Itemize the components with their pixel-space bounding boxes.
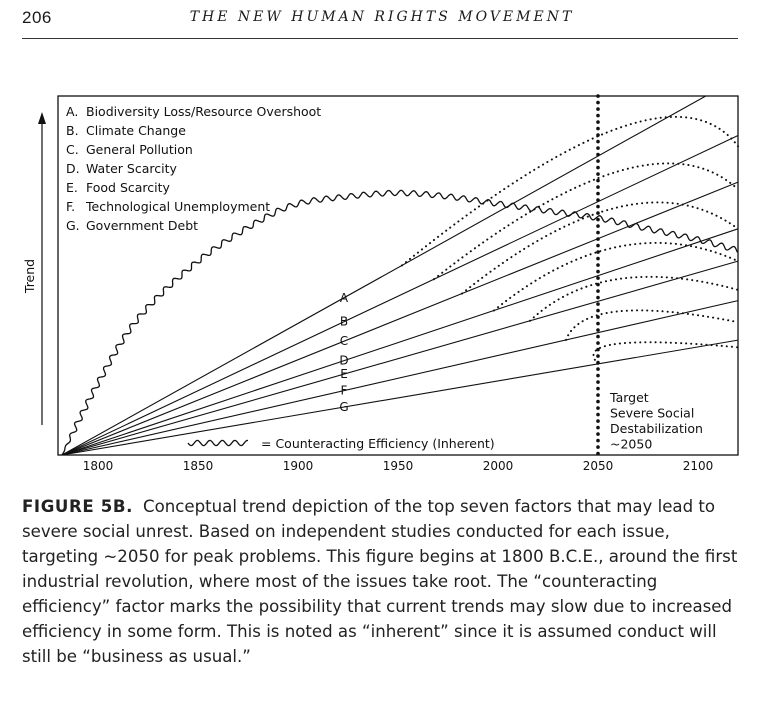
legend: [66, 104, 321, 233]
legend-name-f: Technological Unemployment: [86, 199, 271, 214]
dotted-projection-d: [494, 243, 738, 311]
x-tick-label: 2100: [682, 459, 714, 473]
legend-name-g: Government Debt: [86, 218, 199, 233]
wave-legend-swatch: [188, 440, 248, 445]
dotted-curves: [402, 117, 738, 364]
legend-name-d: Water Scarcity: [86, 161, 177, 176]
dotted-projection-e: [530, 277, 738, 321]
dotted-projection-b: [434, 163, 738, 279]
line-label-f: F: [340, 383, 348, 398]
legend-key-f: F.: [66, 199, 76, 214]
legend-key-a: A.: [66, 104, 79, 119]
target-label-line: Target: [610, 390, 649, 405]
line-label-a: A: [339, 290, 349, 305]
line-label-d: D: [339, 353, 349, 368]
wave-legend-label: = Counteracting Efficiency (Inherent): [261, 436, 495, 451]
target-label-line: Severe Social: [610, 405, 695, 421]
line-label-b: B: [339, 314, 349, 329]
legend-key-c: C.: [66, 142, 79, 157]
x-tick-label: 1950: [382, 459, 414, 473]
running-head: THE NEW HUMAN RIGHTS MOVEMENT: [189, 9, 575, 25]
legend-key-g: G.: [66, 218, 80, 233]
line-label-c: C: [339, 334, 349, 349]
legend-key-d: D.: [66, 161, 80, 176]
caption-label: FIGURE 5B.: [22, 497, 133, 516]
y-axis: [22, 112, 46, 425]
x-tick-label: 2000: [482, 459, 514, 473]
y-axis-arrow-head: [38, 112, 46, 124]
page-number: 206: [22, 8, 52, 27]
target-label-line: ~2050: [610, 436, 653, 452]
legend-name-e: Food Scarcity: [86, 180, 170, 195]
x-tick-label: 2050: [582, 459, 614, 473]
line-label-e: E: [340, 367, 348, 382]
figure-caption: [22, 494, 744, 669]
dotted-projection-f: [566, 310, 738, 340]
legend-key-e: E.: [66, 180, 78, 195]
y-axis-label: Trend: [22, 258, 37, 294]
legend-key-b: B.: [66, 123, 79, 138]
dotted-projection-a: [402, 117, 738, 266]
legend-name-a: Biodiversity Loss/Resource Overshoot: [86, 104, 322, 119]
x-axis-ticks: [83, 459, 714, 473]
target-label-line: Destabilization: [610, 421, 703, 436]
legend-name-b: Climate Change: [86, 123, 186, 138]
caption-text: Conceptual trend depiction of the top seven factors that may lead to severe social unrest. Based on independent studies conducted for each issue, targeting ~2050 for peak problems. This figure begins at 1800 B.C.E., around the first industrial revolution, where most of the issues take root. The “counteracting efficiency” factor marks the possibility that current trends may slow due to increased efficiency in some form. This is noted as “inherent” since it is assumed conduct will still be “business as usual.”: [22, 497, 738, 666]
line-label-g: G: [339, 400, 349, 415]
x-tick-label: 1850: [182, 459, 214, 473]
legend-name-c: General Pollution: [86, 142, 193, 157]
x-tick-label: 1800: [82, 459, 114, 473]
x-tick-label: 1900: [282, 459, 314, 473]
